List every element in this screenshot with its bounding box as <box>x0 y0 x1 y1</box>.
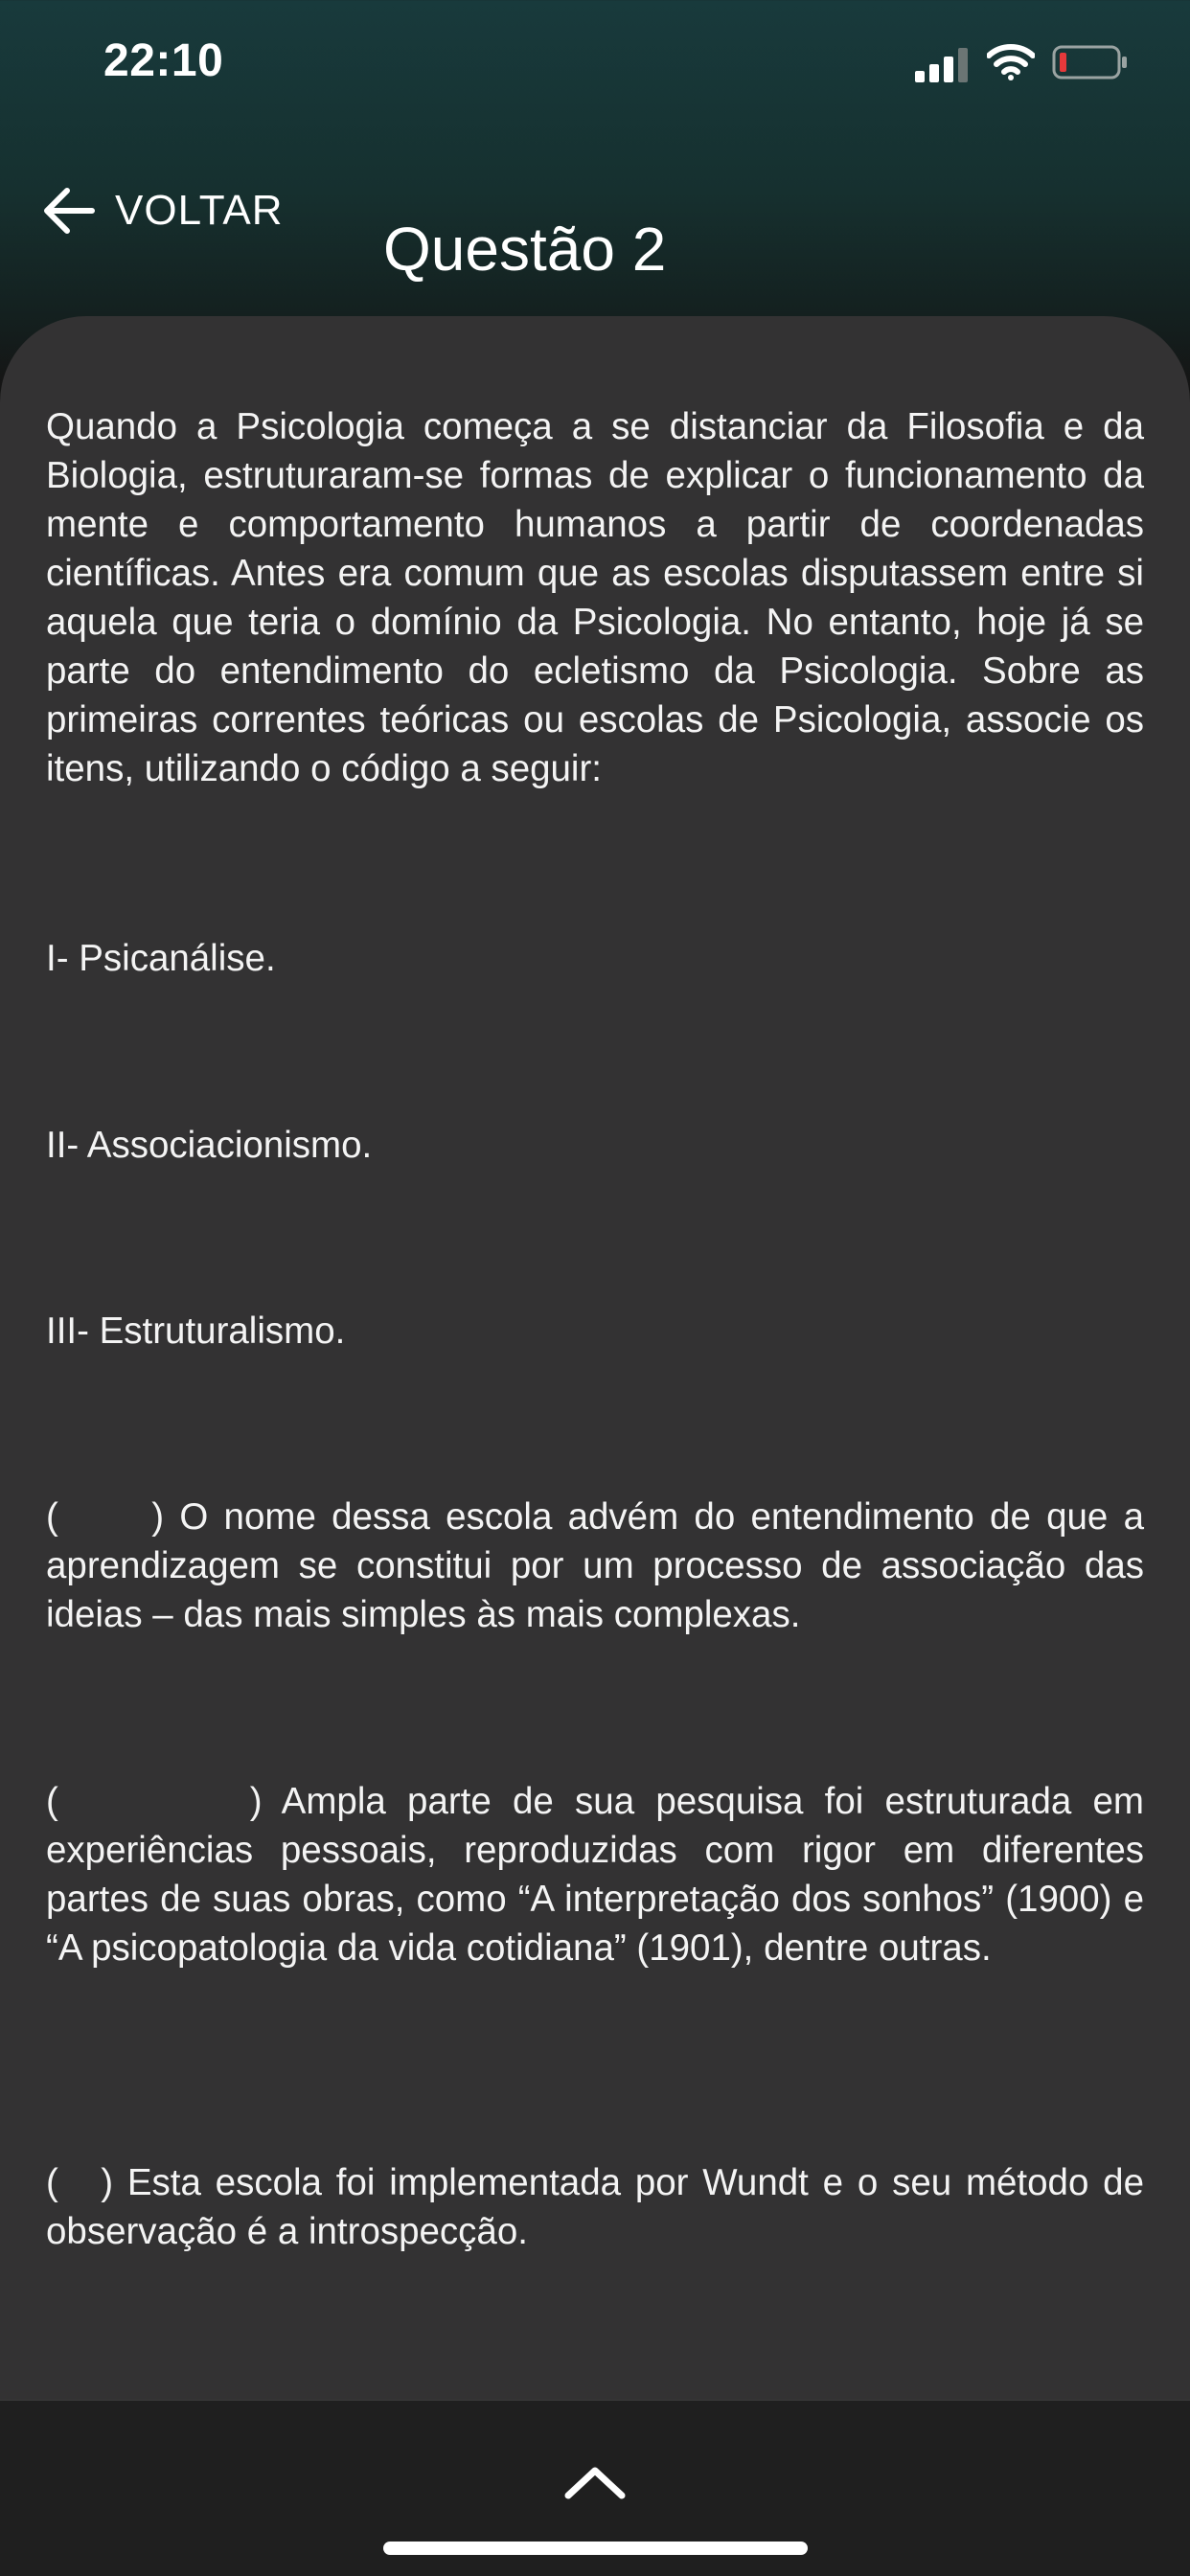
wifi-icon <box>987 44 1035 80</box>
bottom-bar <box>0 2400 1190 2576</box>
header <box>0 153 1190 284</box>
question-statement-text: Quando a Psicologia começa a se distanciar da Filosofia e da Biologia, estruturaram-se formas de explicar o funcionamento da mente e comportamento humanos a partir de coordenadas científicas. Antes era comum que as escolas disputassem entre si aquela que teria o domínio da Psicologia. No entanto, hoje já se parte do entendimento do ecletismo da Psicologia. Sobre as primeiras correntes teóricas ou escolas de Psicologia, associe os itens, utilizando o código a seguir: <box>46 406 1144 789</box>
item-2: II- Associacionismo. <box>46 1125 373 1166</box>
home-indicator <box>383 2542 808 2555</box>
item-1: I- Psicanálise. <box>46 938 276 979</box>
signal-icon <box>915 48 969 82</box>
statement-3: ( ) Esta escola foi implementada por Wundt e o seu método de observação é a introspecção. <box>46 2162 1155 2252</box>
status-time: 22:10 <box>103 35 224 86</box>
statement-2: ( ) Ampla parte de sua pesquisa foi estruturada em experiências pessoais, reproduzidas com rigor em diferentes partes de suas obras, como “A interpretação dos sonhos” (1900) e “A psicopatologia da vida cotidiana” (1901), dentre outras. <box>46 1781 1155 1969</box>
status-bar <box>0 0 1190 125</box>
page-title: Questão 2 <box>383 214 667 284</box>
chevron-up-icon <box>564 2463 626 2501</box>
back-label: VOLTAR <box>115 187 284 234</box>
back-button[interactable] <box>40 177 284 244</box>
item-3: III- Estruturalismo. <box>46 1311 346 1352</box>
expand-button[interactable] <box>547 2453 643 2511</box>
statement-1: ( ) O nome dessa escola advém do entendimento de que a aprendizagem se constitui por um processo de associação das ideias – das mais simples às mais complexas. <box>46 1496 1155 1635</box>
question-panel <box>0 316 1190 2400</box>
battery-icon <box>1052 45 1129 81</box>
back-arrow-icon <box>40 186 96 236</box>
question-statement <box>46 402 1144 793</box>
